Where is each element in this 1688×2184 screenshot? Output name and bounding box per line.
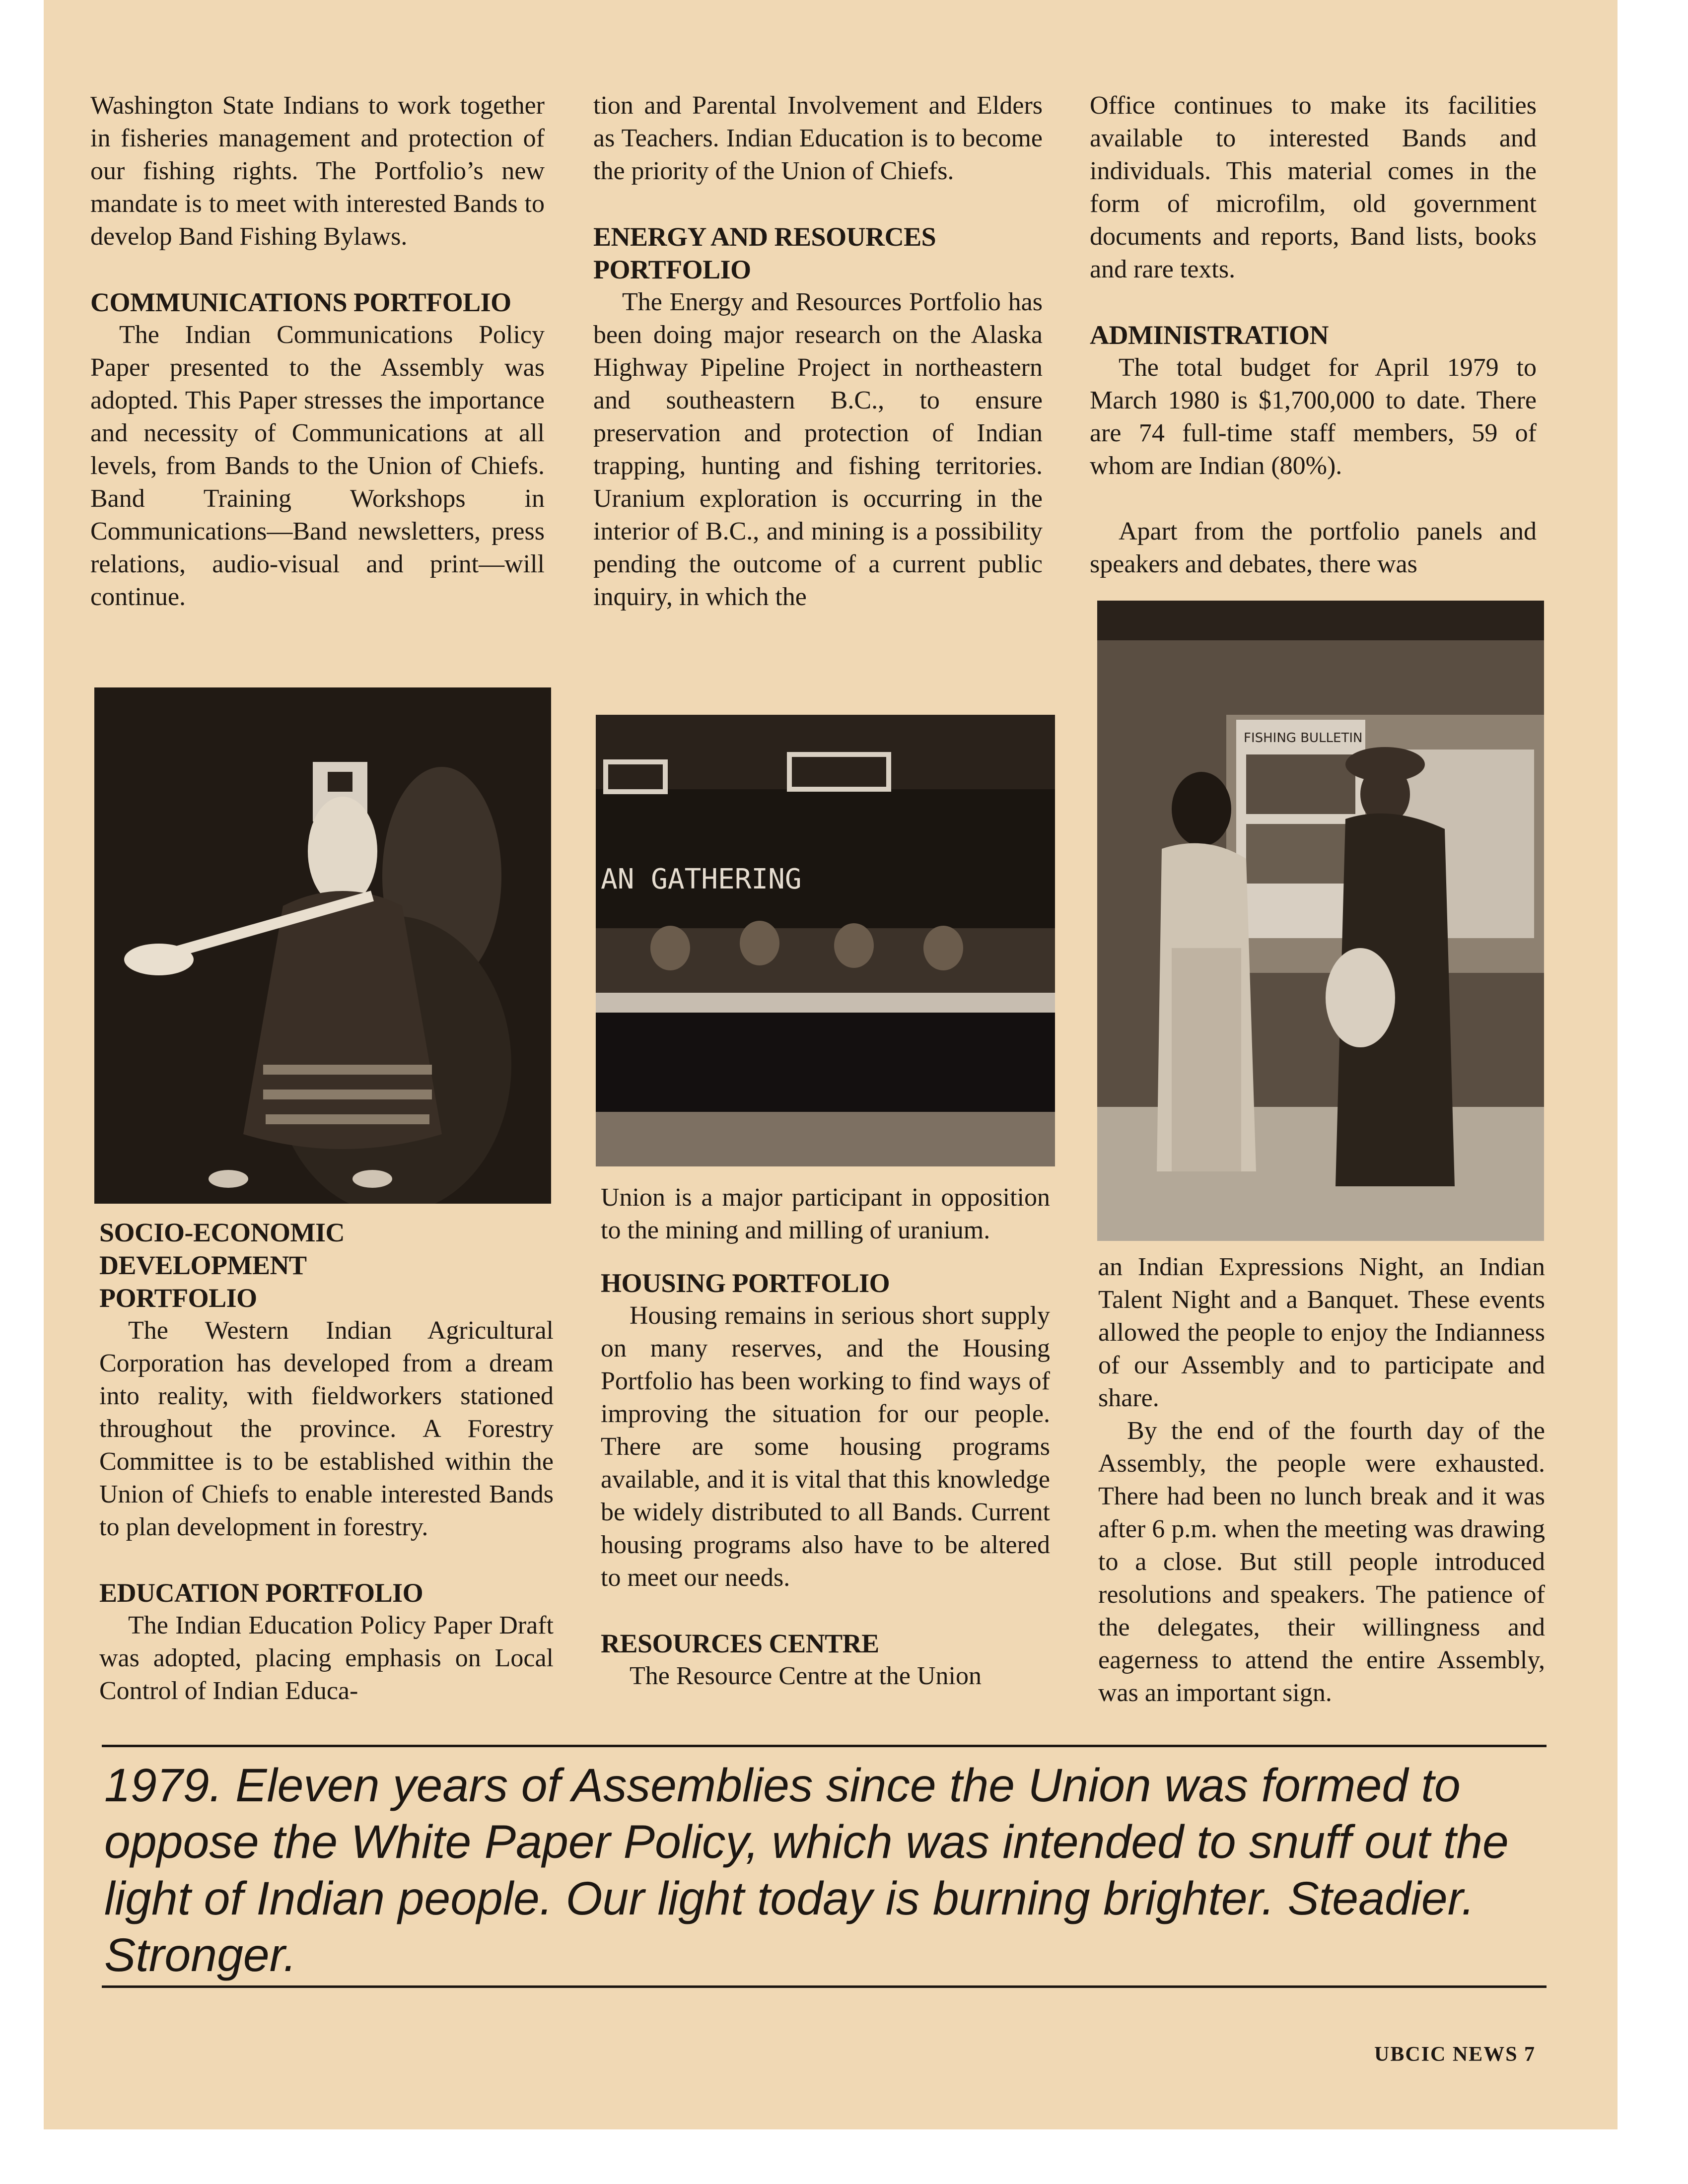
energy-body: The Energy and Resources Portfolio has been doing major research on the Alaska Highway Pipeline Project in northeastern and southeastern B.C., to ensure preservation and protection of Indian trapping, hunting and fishing territories. Uranium exploration is occurring in the interior of B.C., and mining is a possibility pending the outcome of a current public inquiry, in which the: [593, 288, 1043, 611]
photo-fishing-bulletin: [1097, 601, 1544, 1241]
column-1-lower: [99, 1216, 554, 1707]
socio-economic-heading: SOCIO-ECONOMIC DEVELOPMENT PORTFOLIO: [99, 1218, 345, 1313]
col3-intro: Office continues to make its facilities available to interested Bands and individuals. This material comes in the form of microfilm, old government documents and reports, Band lists, books and rare texts.: [1090, 91, 1537, 283]
expressions-paragraph: an Indian Expressions Night, an Indian Talent Night and a Banquet. These events allowed the people to enjoy the Indianness of our Assembly and to participate and share.: [1098, 1253, 1545, 1412]
pull-quote: 1979. Eleven years of Assemblies since the Union was formed to oppose the White Paper Policy, which was intended to snuff out the light of Indian people. Our light today is burning brighter. Steadier. Stronger.: [104, 1759, 1509, 1981]
photo-bulletin-illustration: [1097, 601, 1544, 1241]
communications-body: The Indian Communications Policy Paper presented to the Assembly was adopted. This Paper stresses the importance and necessity of Communications at all levels, from Bands to the Union of Chiefs. Band Training Workshops in Communications—Band newsletters, press relations, audio-visual and print—will continue.: [90, 321, 545, 611]
col2-intro: tion and Parental Involvement and Elders as Teachers. Indian Education is to become the priority of the Union of Chiefs.: [593, 91, 1043, 185]
photo-gathering-illustration: [596, 715, 1055, 1166]
column-1: [90, 89, 545, 614]
closing-paragraph: By the end of the fourth day of the Assembly, the people were exhausted. There had been no lunch break and it was after 6 p.m. when the meeting was drawing to a close. But still people introduced resolutions and speakers. The patience of the delegates, their willingness and eagerness to attend the entire Assembly, was an important sign.: [1098, 1417, 1545, 1707]
quote-top-rule: [102, 1745, 1547, 1747]
column-3-lower: [1098, 1251, 1545, 1709]
bulletin-sign-text: FISHING BULLETIN: [1244, 731, 1363, 746]
photo-dancer: [94, 687, 551, 1204]
col1-intro: Washington State Indians to work together in fisheries management and protection of our fishing rights. The Portfolio’s new mandate is to meet with interested Bands to develop Band Fishing Bylaws.: [90, 91, 545, 251]
housing-body: Housing remains in serious short supply on many reserves, and the Housing Portfolio has been working to find ways of improving the situation for our people. There are some housing programs available, and it is vital that this knowledge be widely distributed to all Bands. Current housing programs also have to be altered to meet our needs.: [601, 1301, 1050, 1592]
quote-bottom-rule: [102, 1985, 1547, 1988]
column-3: [1090, 89, 1537, 581]
column-2-lower: [601, 1181, 1050, 1693]
resources-centre-body: The Resource Centre at the Union: [630, 1662, 982, 1690]
apart-paragraph: Apart from the portfolio panels and speakers and debates, there was: [1090, 517, 1537, 578]
photo-dancer-illustration: [94, 687, 551, 1204]
energy-continued: Union is a major participant in opposition to the mining and milling of uranium.: [601, 1183, 1050, 1244]
education-body: The Indian Education Policy Paper Draft was adopted, placing emphasis on Local Control of Indian Educa-: [99, 1611, 554, 1705]
communications-heading: COMMUNICATIONS PORTFOLIO: [90, 287, 511, 317]
column-2: [593, 89, 1043, 614]
photo-gathering: [596, 715, 1055, 1166]
administration-heading: ADMINISTRATION: [1090, 320, 1329, 350]
gathering-banner-text: AN GATHERING: [601, 863, 802, 895]
administration-body: The total budget for April 1979 to March 1980 is $1,700,000 to date. There are 74 full-time staff members, 59 of whom are Indian (80%).: [1090, 353, 1537, 480]
socio-economic-body: The Western Indian Agricultural Corporation has developed from a dream into reality, with fieldworkers stationed throughout the province. A Forestry Committee is to be established within the Union of Chiefs to enable interested Bands to plan development in forestry.: [99, 1316, 554, 1541]
energy-heading: ENERGY AND RESOURCES PORTFOLIO: [593, 222, 936, 284]
education-heading: EDUCATION PORTFOLIO: [99, 1578, 423, 1608]
page-footer: UBCIC NEWS 7: [1374, 2043, 1536, 2066]
housing-heading: HOUSING PORTFOLIO: [601, 1268, 890, 1298]
resources-centre-heading: RESOURCES CENTRE: [601, 1629, 879, 1658]
